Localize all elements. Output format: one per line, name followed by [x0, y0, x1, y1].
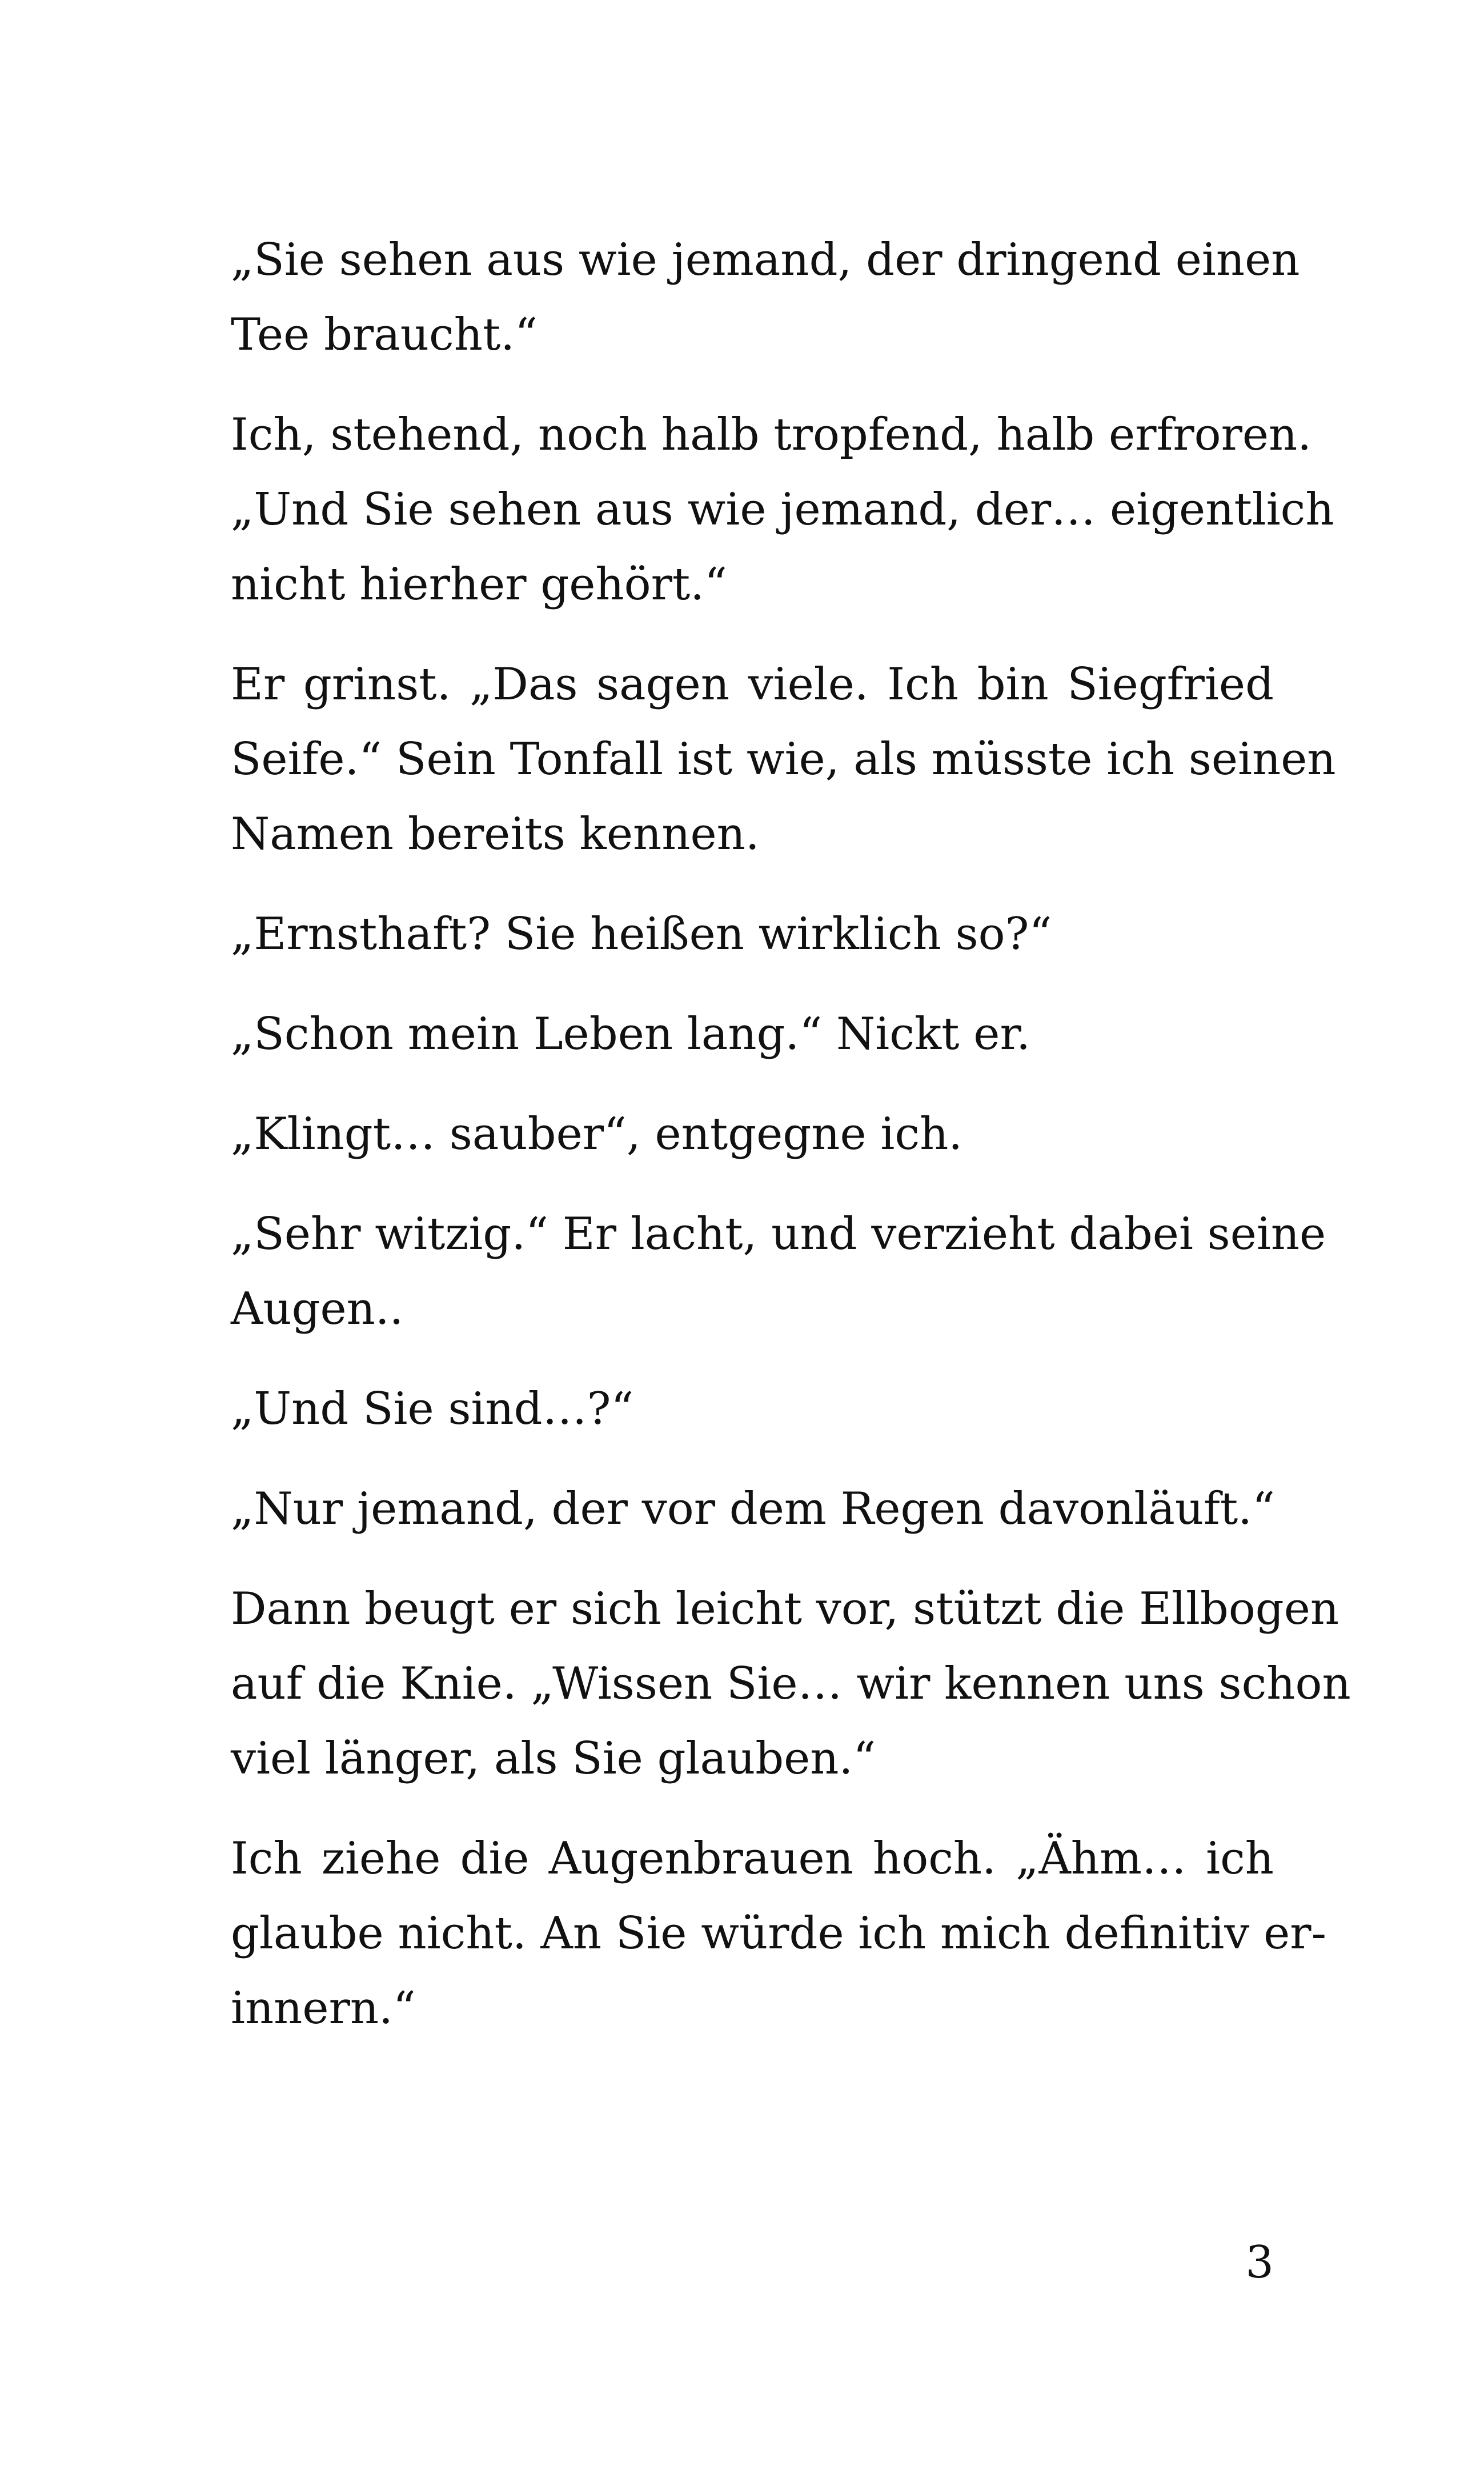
paragraph-7 [231, 1197, 1326, 1347]
paragraph-10 [231, 1572, 1351, 1796]
paragraph-2 [231, 398, 1334, 622]
paragraph-3 [231, 647, 1336, 872]
text-line: „Klingt… sauber“, entgegne ich. [231, 1108, 963, 1160]
text-line: „Und Sie sehen aus wie jemand, der… eigentlich [231, 484, 1334, 535]
text-line: „Und Sie sind…?“ [231, 1383, 634, 1435]
text-line: viel länger, als Sie glauben.“ [231, 1733, 876, 1784]
text-line: Augen.. [231, 1283, 404, 1335]
text-line: Tee braucht.“ [231, 309, 538, 361]
text-line: Ich, stehend, noch halb tropfend, halb erfroren. [231, 409, 1312, 461]
text-line: „Nur jemand, der vor dem Regen davonläuft.“ [231, 1483, 1275, 1535]
text-line: Seife.“ Sein Tonfall ist wie, als müsste ich seinen [231, 734, 1336, 785]
text-line: innern.“ [231, 1983, 416, 2034]
paragraph-1 [231, 223, 1300, 373]
text-line: „Sie sehen aus wie jemand, der dringend einen [231, 234, 1300, 286]
paragraph-9 [231, 1472, 1274, 1547]
text-line: glaube nicht. An Sie würde ich mich definitiv er- [231, 1908, 1326, 1959]
paragraph-6 [231, 1097, 1274, 1172]
text-line: „Sehr witzig.“ Er lacht, und verzieht dabei seine [231, 1208, 1326, 1260]
paragraph-11 [231, 1822, 1326, 2046]
paragraph-5 [231, 997, 1274, 1072]
text-line: auf die Knie. „Wissen Sie… wir kennen uns schon [231, 1658, 1351, 1710]
text-line: Er grinst. „Das sagen viele. Ich bin Siegfried [231, 659, 1274, 710]
text-line: „Ernsthaft? Sie heißen wirklich so?“ [231, 908, 1052, 960]
text-line: Namen bereits kennen. [231, 808, 760, 860]
body-text [231, 223, 1351, 2071]
page-number: 3 [1245, 2237, 1274, 2288]
text-line: „Schon mein Leben lang.“ Nickt er. [231, 1008, 1030, 1060]
text-line: Dann beugt er sich leicht vor, stützt die Ellbogen [231, 1583, 1339, 1635]
text-line: nicht hierher gehört.“ [231, 559, 727, 610]
paragraph-8 [231, 1372, 1274, 1447]
paragraph-4 [231, 897, 1274, 972]
text-line: Ich ziehe die Augenbrauen hoch. „Ähm… ich [231, 1833, 1274, 1884]
